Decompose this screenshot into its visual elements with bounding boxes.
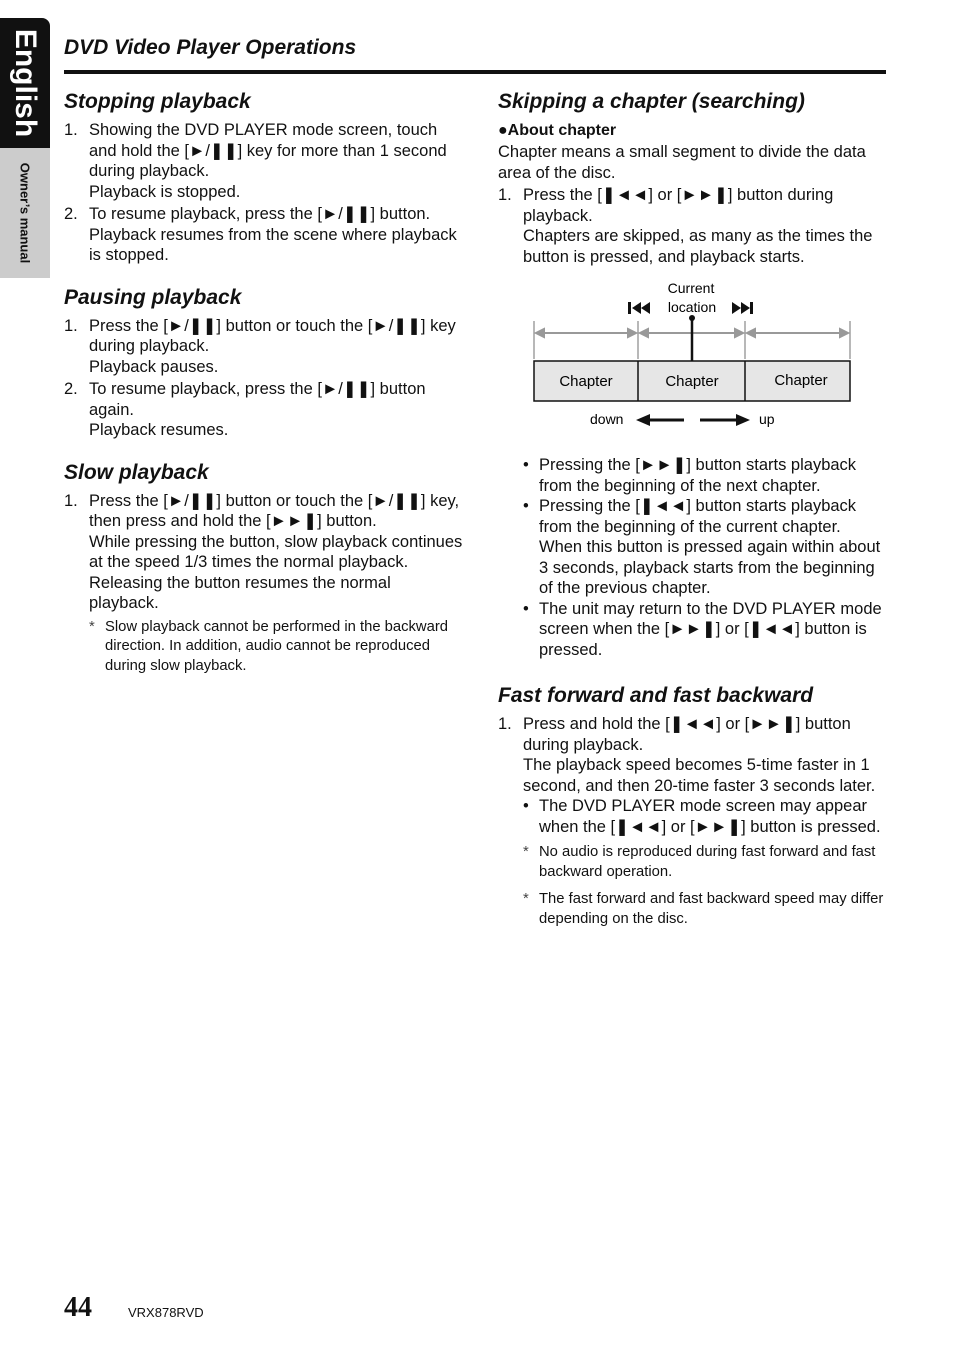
item-result: The playback speed becomes 5-time faster in 1 second, and then 20-time faster 3 seconds later. xyxy=(523,756,876,795)
side-tab xyxy=(0,18,50,278)
intro-text: Chapter means a small segment to divide the data area of the disc. xyxy=(498,143,866,182)
note-text: Slow playback cannot be performed in the backward direction. In addition, audio cannot be reproduced during slow playback. xyxy=(105,618,448,674)
item-number: 2. xyxy=(64,380,78,398)
left-column xyxy=(64,88,464,694)
item-result: Playback is stopped. xyxy=(89,182,241,201)
note-text: No audio is reproduced during fast forward and fast backward operation. xyxy=(539,844,876,880)
item-text: Press and hold the [❚◄◄] or [►►❚] button during playback. xyxy=(523,715,851,754)
language-tab xyxy=(0,18,50,148)
asterisk-icon: * xyxy=(523,844,529,860)
section-title: Pausing playback xyxy=(64,285,242,309)
item-number: 1. xyxy=(64,121,78,139)
right-column xyxy=(498,88,888,947)
bullet-text: The unit may return to the DVD PLAYER mode screen when the [►►❚] or [❚◄◄] button is pressed. xyxy=(539,599,882,659)
bullet-item: • Pressing the [❚◄◄] button starts playback from the beginning of the current chapter. When this button is pressed again within about 3 seconds, playback starts from the beginning of the previous chapter. xyxy=(523,496,888,599)
section-fast xyxy=(498,682,888,929)
section-stopping xyxy=(64,88,464,266)
item-text: Showing the DVD PLAYER mode screen, touch and hold the [►/❚❚] key for more than 1 second during playback. xyxy=(89,121,447,180)
list-item xyxy=(64,120,464,202)
bullet-text: The DVD PLAYER mode screen may appear when the [❚◄◄] or [►►❚] button is pressed. xyxy=(539,797,881,836)
arrow-right-icon xyxy=(700,414,750,426)
item-text: To resume playback, press the [►/❚❚] button. xyxy=(89,205,431,223)
item-number: 1. xyxy=(498,715,512,733)
section-title: Fast forward and fast backward xyxy=(498,684,814,707)
previous-icon xyxy=(628,302,650,314)
list-item xyxy=(498,714,888,796)
list-item xyxy=(64,379,464,441)
item-result: Playback pauses. xyxy=(89,357,219,376)
list-item xyxy=(64,316,464,378)
section-pausing xyxy=(64,284,464,441)
list-item xyxy=(64,491,464,677)
section-slow xyxy=(64,459,464,677)
item-number: 1. xyxy=(498,186,512,204)
chapter-diagram-svg xyxy=(498,281,858,441)
chapter-label: Chapter xyxy=(665,373,719,390)
language-label: English xyxy=(9,28,42,138)
item-text: Press the [►/❚❚] button or touch the [►/❚❚] key during playback. xyxy=(89,316,456,355)
note xyxy=(523,890,888,929)
model-number: VRX878RVD xyxy=(128,1305,204,1320)
item-result: Playback resumes. xyxy=(89,421,229,439)
chapter-label: Chapter xyxy=(559,373,613,390)
item-detail: While pressing the button, slow playback continues at the speed 1/3 times the normal playback. xyxy=(89,532,463,571)
current-label: Current xyxy=(667,281,715,296)
section-title: Stopping playback xyxy=(64,90,251,113)
chapter-label: Chapter xyxy=(774,372,828,389)
chapter-diagram xyxy=(498,281,858,441)
note xyxy=(523,843,888,882)
bullet-text: Pressing the [►►❚] button starts playback from the beginning of the next chapter. xyxy=(539,456,857,495)
arrow-left-icon xyxy=(636,414,684,426)
subheading-text: About chapter xyxy=(507,122,617,139)
page-title: DVD Video Player Operations xyxy=(64,36,357,59)
next-icon xyxy=(732,302,753,314)
note-text: The fast forward and fast backward speed may differ depending on the disc. xyxy=(539,891,884,927)
manual-label: Owner’s manual xyxy=(17,162,33,264)
page-number: 44 xyxy=(64,1292,92,1323)
bullet-item: • Pressing the [►►❚] button starts playback from the beginning of the next chapter. xyxy=(523,455,888,496)
section-skipping xyxy=(498,88,888,660)
asterisk-icon: * xyxy=(89,618,95,635)
item-number: 1. xyxy=(64,491,78,510)
subheading xyxy=(498,120,888,142)
item-number: 1. xyxy=(64,316,78,335)
item-text: To resume playback, press the [►/❚❚] button again. xyxy=(89,380,426,419)
bullet-circle-icon: ● xyxy=(498,122,508,139)
section-title: Skipping a chapter (searching) xyxy=(498,90,805,113)
down-label: down xyxy=(590,411,624,427)
bullet-item: • The unit may return to the DVD PLAYER mode screen when the [►►❚] or [❚◄◄] button is pressed. xyxy=(523,599,888,661)
item-result: Chapters are skipped, as many as the times the button is pressed, and playback starts. xyxy=(523,227,873,266)
item-text: Press the [►/❚❚] button or touch the [►/❚❚] key, then press and hold the [►►❚] button. xyxy=(89,491,460,530)
list-item xyxy=(64,204,464,266)
manual-tab xyxy=(0,148,50,278)
item-number: 2. xyxy=(64,205,78,223)
asterisk-icon: * xyxy=(523,891,529,907)
item-result: Playback resumes from the scene where playback is stopped. xyxy=(89,225,457,264)
section-title: Slow playback xyxy=(64,460,209,484)
item-result: Releasing the button resumes the normal playback. xyxy=(89,573,391,612)
bullet-item: • The DVD PLAYER mode screen may appear when the [❚◄◄] or [►►❚] button is pressed. xyxy=(523,796,888,837)
page-header xyxy=(64,36,886,74)
location-label: location xyxy=(667,299,717,315)
item-text: Press the [❚◄◄] or [►►❚] button during playback. xyxy=(523,186,834,225)
note xyxy=(89,618,464,677)
list-item xyxy=(498,185,888,267)
bullet-text: Pressing the [❚◄◄] button starts playback from the beginning of the current chapter. When this button is pressed again within about 3 seconds, playback starts from the beginning of the previous chapter. xyxy=(539,497,881,597)
up-label: up xyxy=(759,411,775,427)
